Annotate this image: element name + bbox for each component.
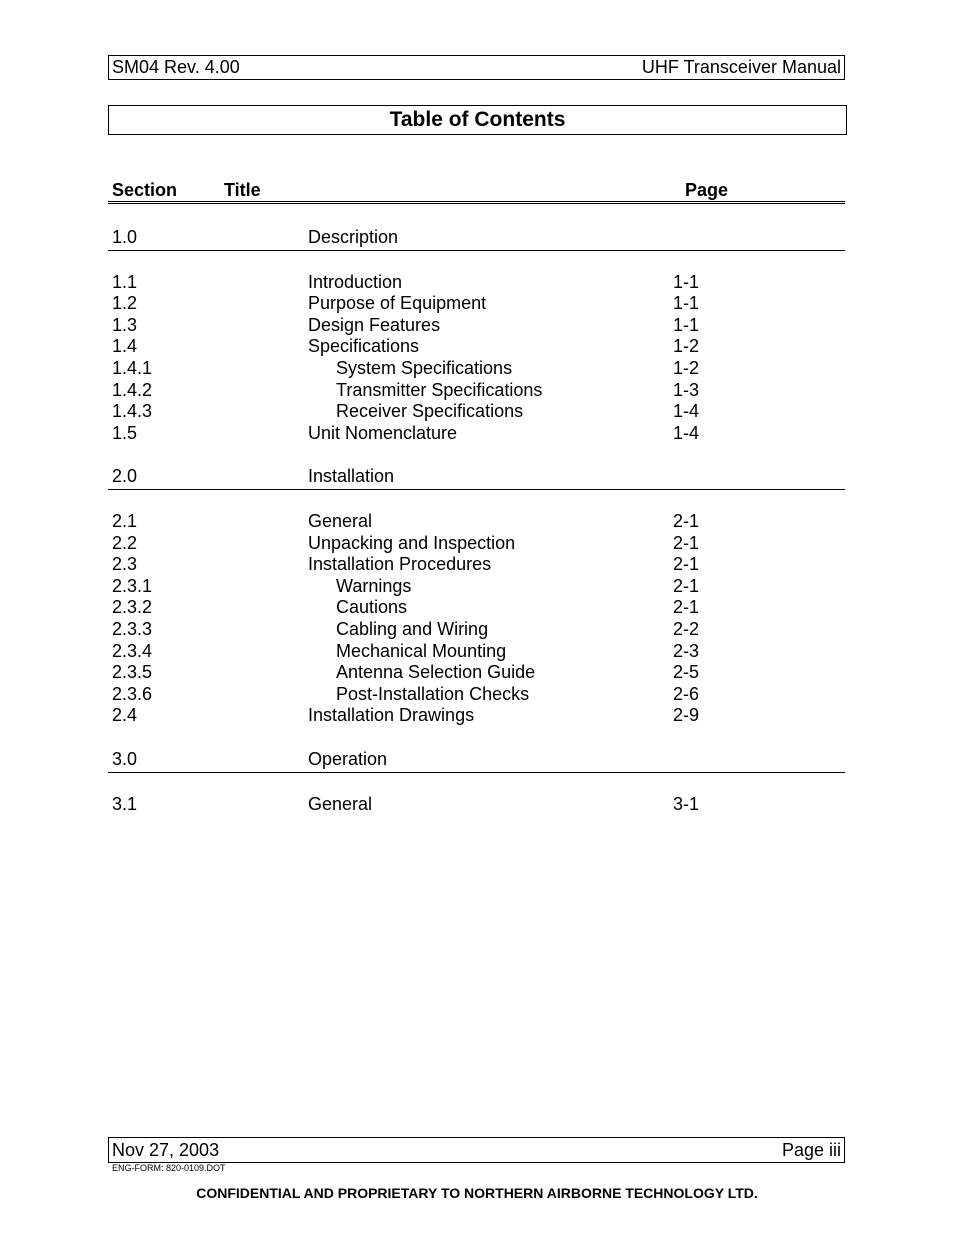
toc-page-number: 2-1 bbox=[673, 554, 700, 575]
toc-section-number: 1.4 bbox=[112, 336, 138, 357]
toc-page-number: 1-2 bbox=[673, 336, 700, 357]
toc-section-number: 1.4.1 bbox=[112, 358, 153, 378]
toc-entry-title: Installation Drawings bbox=[308, 705, 475, 726]
document-id: SM04 Rev. 4.00 bbox=[112, 57, 240, 77]
toc-page-number: 1-4 bbox=[673, 401, 700, 422]
toc-chapter-row bbox=[108, 466, 845, 490]
toc-entry-title: Unpacking and Inspection bbox=[308, 532, 516, 553]
toc-row bbox=[108, 641, 845, 662]
footer-date: Nov 27, 2003 bbox=[112, 1139, 220, 1160]
toc-entry-title: Cautions bbox=[336, 597, 408, 618]
toc-row bbox=[108, 293, 845, 314]
toc-section-number: 2.3.6 bbox=[112, 683, 153, 704]
section-column-header: Section bbox=[112, 180, 178, 200]
toc-row bbox=[108, 511, 845, 532]
toc-page-number: 2-1 bbox=[673, 511, 700, 531]
toc-entry-title: Description bbox=[308, 227, 399, 247]
toc-section-number: 1.4.2 bbox=[112, 379, 153, 400]
toc-page-number: 1-1 bbox=[673, 293, 700, 314]
toc-entry-title: Introduction bbox=[308, 271, 403, 292]
toc-chapter-row bbox=[108, 749, 845, 773]
toc-row bbox=[108, 705, 845, 726]
toc-section-number: 3.1 bbox=[112, 793, 138, 814]
toc-chapter-row bbox=[108, 227, 845, 251]
toc-row bbox=[108, 401, 845, 422]
toc-row bbox=[108, 423, 845, 444]
toc-row bbox=[108, 619, 845, 640]
toc-section-number: 2.3.1 bbox=[112, 575, 153, 596]
toc-page-number: 2-1 bbox=[673, 597, 700, 618]
toc-section-number: 2.2 bbox=[112, 532, 138, 553]
toc-row bbox=[108, 533, 845, 554]
document-title: UHF Transceiver Manual bbox=[641, 57, 841, 77]
toc-entry-title: Purpose of Equipment bbox=[308, 293, 487, 314]
toc-entry-title: System Specifications bbox=[336, 358, 513, 378]
toc-page-number: 2-3 bbox=[673, 640, 700, 661]
page-footer bbox=[108, 1137, 845, 1163]
toc-entry-title: Transmitter Specifications bbox=[336, 379, 543, 400]
toc-row bbox=[108, 554, 845, 575]
toc-entry-title: Post-Installation Checks bbox=[336, 683, 530, 704]
toc-section-number: 1.4.3 bbox=[112, 401, 153, 422]
toc-section-number: 2.1 bbox=[112, 511, 138, 531]
toc-page-number: 2-1 bbox=[673, 532, 700, 553]
toc-section-number: 1.2 bbox=[112, 293, 138, 314]
page-header bbox=[108, 55, 845, 80]
toc-page-number: 1-2 bbox=[673, 358, 700, 378]
toc-section-number: 2.3.5 bbox=[112, 662, 153, 683]
toc-entry-title: Installation Procedures bbox=[308, 554, 492, 575]
toc-row bbox=[108, 576, 845, 597]
toc-entry-title: General bbox=[308, 793, 373, 814]
toc-section-number: 3.0 bbox=[112, 749, 138, 769]
toc-row bbox=[108, 662, 845, 683]
toc-entry-title: Installation bbox=[308, 466, 395, 487]
toc-row bbox=[108, 597, 845, 618]
toc-row bbox=[108, 684, 845, 705]
toc-entry-title: Warnings bbox=[336, 575, 412, 596]
toc-page-number: 1-4 bbox=[673, 422, 700, 443]
toc-row bbox=[108, 336, 845, 357]
toc-entry-title: Cabling and Wiring bbox=[336, 619, 489, 639]
toc-entry-title: Design Features bbox=[308, 314, 441, 335]
toc-row bbox=[108, 358, 845, 379]
toc-section-number: 1.5 bbox=[112, 422, 138, 443]
toc-entry-title: Specifications bbox=[308, 336, 420, 357]
toc-entry-title: General bbox=[308, 511, 373, 531]
toc-row bbox=[108, 380, 845, 401]
toc-page-number: 2-9 bbox=[673, 705, 700, 726]
page-title: Table of Contents bbox=[108, 105, 847, 135]
toc-page-number: 1-3 bbox=[673, 379, 700, 400]
toc-section-number: 2.3.4 bbox=[112, 640, 153, 661]
toc-page-number: 2-1 bbox=[673, 575, 700, 596]
toc-entry-title: Receiver Specifications bbox=[336, 401, 524, 422]
footer-page-number: Page iii bbox=[781, 1139, 841, 1160]
toc-section-number: 2.0 bbox=[112, 466, 138, 487]
toc-section-number: 2.3 bbox=[112, 554, 138, 575]
toc-entry-title: Mechanical Mounting bbox=[336, 640, 507, 661]
title-column-header: Title bbox=[224, 180, 261, 200]
toc-page-number: 2-2 bbox=[673, 619, 700, 639]
toc-page-number: 3-1 bbox=[673, 793, 700, 814]
toc-row bbox=[108, 272, 845, 293]
toc-entry-title: Unit Nomenclature bbox=[308, 422, 458, 443]
confidentiality-notice: CONFIDENTIAL AND PROPRIETARY TO NORTHERN AIRBORNE TECHNOLOGY LTD. bbox=[196, 1185, 758, 1201]
toc-row bbox=[108, 794, 845, 815]
page-column-header: Page bbox=[685, 180, 729, 200]
toc-section-number: 2.3.2 bbox=[112, 597, 153, 618]
column-headers bbox=[108, 178, 845, 204]
form-id: ENG-FORM: 820-0109.DOT bbox=[112, 1163, 226, 1173]
toc-section-number: 2.3.3 bbox=[112, 619, 153, 639]
toc-page-number: 2-5 bbox=[673, 662, 700, 683]
toc-entry-title: Operation bbox=[308, 749, 388, 769]
toc-section-number: 2.4 bbox=[112, 705, 138, 726]
toc-section-number: 1.0 bbox=[112, 227, 138, 247]
toc-section-number: 1.1 bbox=[112, 271, 138, 292]
toc-entry-title: Antenna Selection Guide bbox=[336, 662, 536, 683]
toc-page-number: 1-1 bbox=[673, 314, 700, 335]
toc-page-number: 2-6 bbox=[673, 683, 700, 704]
toc-page-number: 1-1 bbox=[673, 271, 700, 292]
toc-row bbox=[108, 315, 845, 336]
toc-section-number: 1.3 bbox=[112, 314, 138, 335]
